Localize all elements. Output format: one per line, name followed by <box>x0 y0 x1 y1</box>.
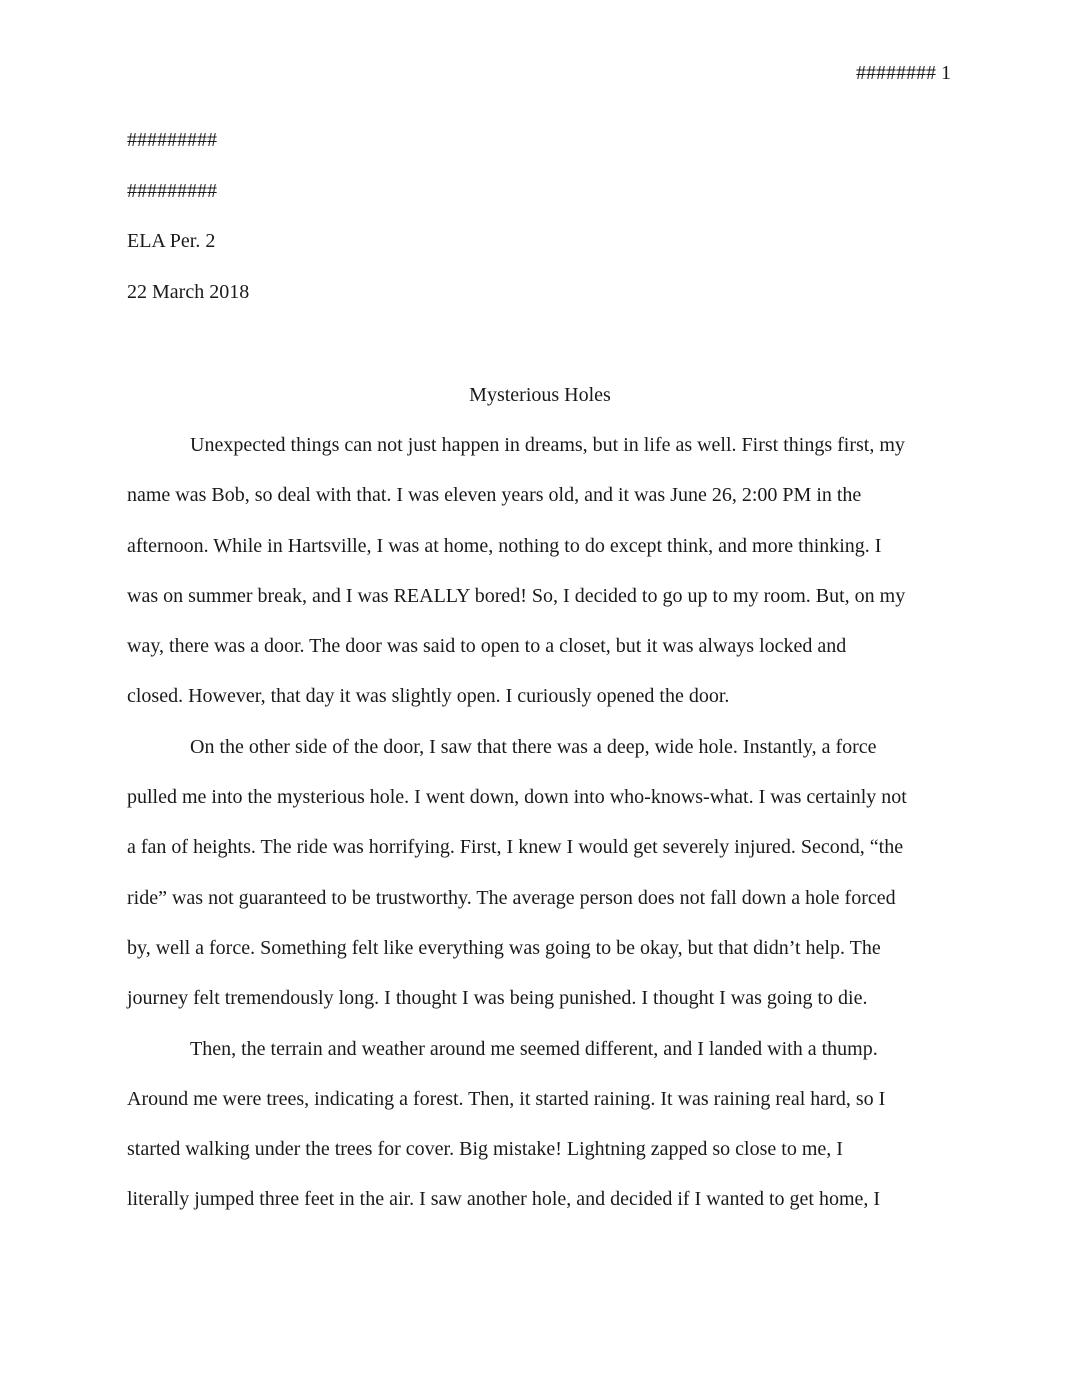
paragraph-3-line: started walking under the trees for cover. Big mistake! Lightning zapped so close to me, I <box>127 1138 843 1161</box>
class-period: ELA Per. 2 <box>127 230 216 252</box>
paragraph-1-line: Unexpected things can not just happen in dreams, but in life as well. First things first, my <box>190 434 905 456</box>
date: 22 March 2018 <box>127 280 250 303</box>
paragraph-3-line: Around me were trees, indicating a forest. Then, it started raining. It was raining real hard, so I <box>127 1087 886 1110</box>
paragraph-1-line: name was Bob, so deal with that. I was eleven years old, and it was June 26, 2:00 PM in the <box>127 484 862 507</box>
paragraph-2-line: ride” was not guaranteed to be trustworthy. The average person does not fall down a hole forced <box>127 886 896 909</box>
paragraph-2-line: by, well a force. Something felt like everything was going to be okay, but that didn’t help. The <box>127 936 881 959</box>
paragraph-1-line: was on summer break, and I was REALLY bored! So, I decided to go up to my room. But, on my <box>127 584 906 607</box>
paragraph-3-line: Then, the terrain and weather around me seemed different, and I landed with a thump. <box>190 1037 878 1060</box>
paragraph-2-line: a fan of heights. The ride was horrifying. First, I knew I would get severely injured. Second, “the <box>127 836 904 859</box>
paragraph-2-line: On the other side of the door, I saw that there was a deep, wide hole. Instantly, a force <box>190 735 877 758</box>
paragraph-2-line: journey felt tremendously long. I thought I was being punished. I thought I was going to die. <box>127 987 868 1010</box>
student-name: ######### <box>127 129 217 151</box>
mla-heading <box>127 127 953 329</box>
paragraph-2-line: pulled me into the mysterious hole. I went down, down into who-knows-what. I was certainly not <box>127 786 907 809</box>
paragraph-1-line: way, there was a door. The door was said to open to a closet, but it was always locked and <box>127 635 847 658</box>
teacher-name: ######### <box>127 179 217 202</box>
running-head: ######## 1 <box>856 62 951 84</box>
essay-body <box>127 432 953 1237</box>
paragraph-1-line: closed. However, that day it was slightly open. I curiously opened the door. <box>127 685 730 708</box>
paragraph-3-line: literally jumped three feet in the air. I saw another hole, and decided if I wanted to get home, I <box>127 1188 881 1211</box>
paragraph-1-line: afternoon. While in Hartsville, I was at home, nothing to do except think, and more thinking. I <box>127 534 882 557</box>
essay-title: Mysterious Holes <box>469 384 611 406</box>
